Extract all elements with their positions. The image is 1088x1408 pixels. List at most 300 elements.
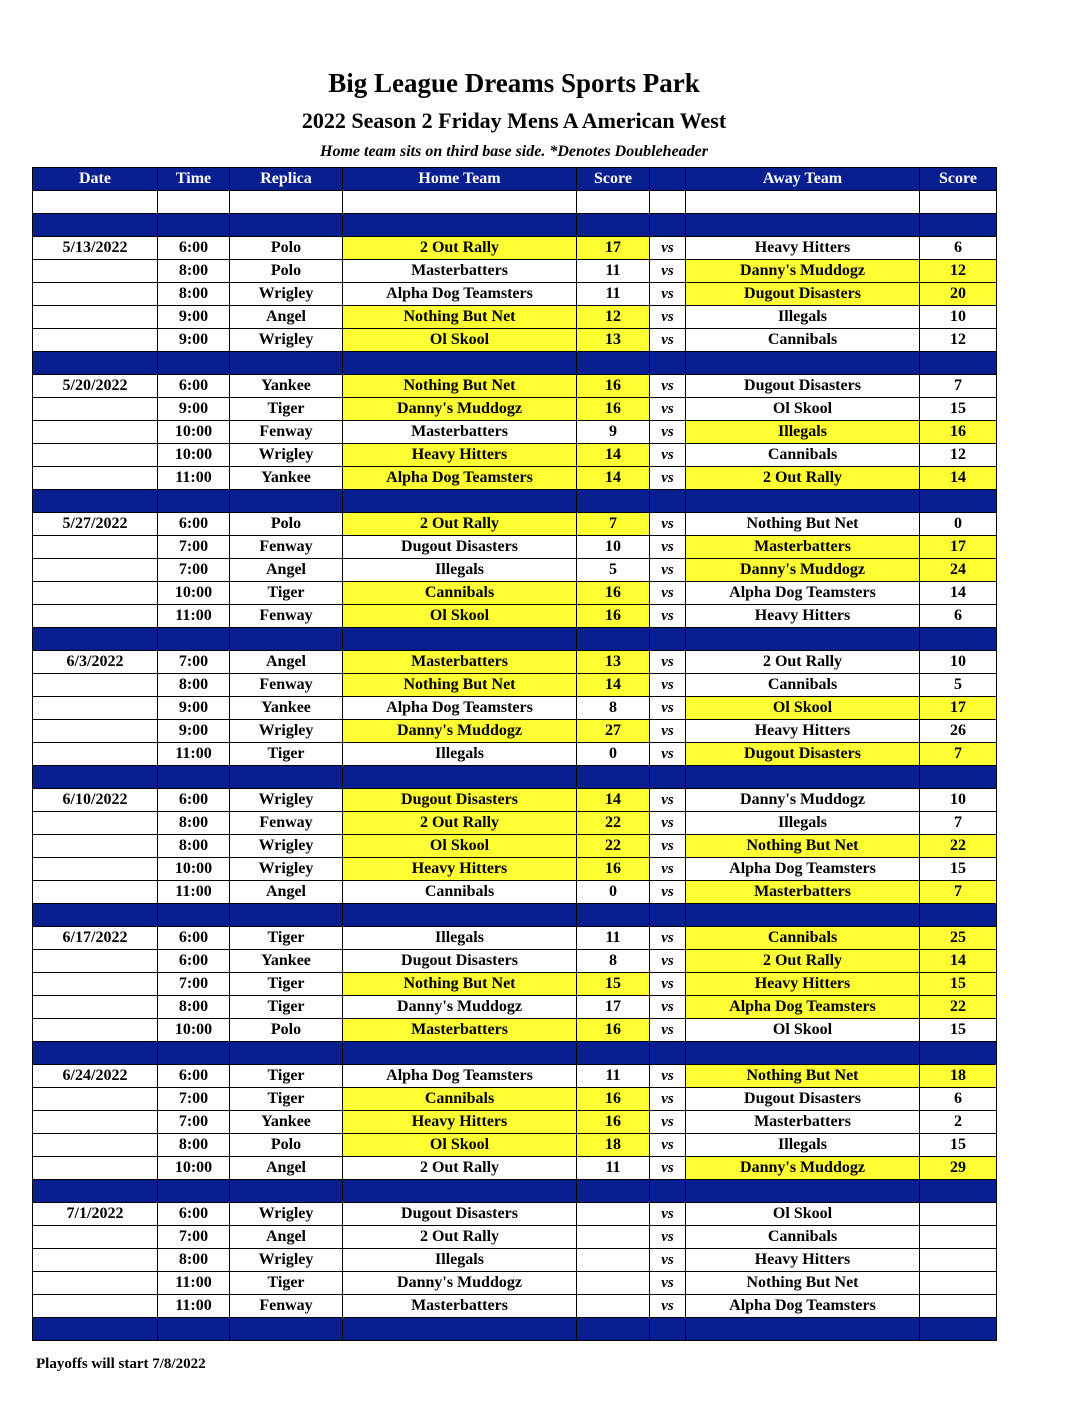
game-field: Fenway (230, 1295, 343, 1318)
vs-label: vs (650, 582, 686, 605)
vs-label: vs (650, 605, 686, 628)
home-score: 9 (577, 421, 650, 444)
game-field: Polo (230, 237, 343, 260)
away-team: Illegals (686, 812, 920, 835)
away-score: 15 (920, 973, 997, 996)
away-team: Ol Skool (686, 398, 920, 421)
blank-cell (920, 191, 997, 214)
game-date (33, 536, 158, 559)
game-field: Fenway (230, 674, 343, 697)
separator-cell (343, 490, 577, 513)
separator-cell (920, 1180, 997, 1203)
game-time: 7:00 (158, 536, 230, 559)
game-date (33, 1249, 158, 1272)
game-row (33, 835, 997, 858)
separator-cell (577, 904, 650, 927)
vs-label: vs (650, 674, 686, 697)
away-score: 14 (920, 950, 997, 973)
separator-cell (577, 628, 650, 651)
home-team: Heavy Hitters (343, 1111, 577, 1134)
game-field: Tiger (230, 743, 343, 766)
away-team: Heavy Hitters (686, 720, 920, 743)
away-team: Dugout Disasters (686, 743, 920, 766)
game-field: Tiger (230, 398, 343, 421)
away-score: 12 (920, 329, 997, 352)
game-time: 8:00 (158, 260, 230, 283)
game-field: Angel (230, 1157, 343, 1180)
separator-cell (343, 214, 577, 237)
home-score: 0 (577, 881, 650, 904)
game-field: Polo (230, 1134, 343, 1157)
away-score: 24 (920, 559, 997, 582)
away-team: Ol Skool (686, 1203, 920, 1226)
home-team: 2 Out Rally (343, 513, 577, 536)
vs-label: vs (650, 375, 686, 398)
separator-cell (158, 1318, 230, 1341)
game-date (33, 697, 158, 720)
week-separator (33, 1180, 997, 1203)
away-team: Heavy Hitters (686, 605, 920, 628)
game-row (33, 536, 997, 559)
away-team: Masterbatters (686, 1111, 920, 1134)
home-score: 8 (577, 950, 650, 973)
away-score: 0 (920, 513, 997, 536)
playoffs-note: Playoffs will start 7/8/2022 (36, 1356, 206, 1372)
home-team: Heavy Hitters (343, 444, 577, 467)
game-row (33, 674, 997, 697)
game-time: 6:00 (158, 513, 230, 536)
vs-label: vs (650, 835, 686, 858)
game-date (33, 812, 158, 835)
game-time: 10:00 (158, 444, 230, 467)
blank-cell (577, 191, 650, 214)
vs-label: vs (650, 536, 686, 559)
vs-label: vs (650, 1226, 686, 1249)
week-separator (33, 628, 997, 651)
game-row (33, 306, 997, 329)
vs-label: vs (650, 881, 686, 904)
away-team: Cannibals (686, 444, 920, 467)
game-date (33, 1134, 158, 1157)
away-score: 6 (920, 605, 997, 628)
away-score: 5 (920, 674, 997, 697)
away-score: 14 (920, 467, 997, 490)
away-team: Alpha Dog Teamsters (686, 858, 920, 881)
separator-cell (230, 628, 343, 651)
game-date: 7/1/2022 (33, 1203, 158, 1226)
game-time: 8:00 (158, 1134, 230, 1157)
vs-label: vs (650, 260, 686, 283)
away-team: Nothing But Net (686, 1065, 920, 1088)
home-team: 2 Out Rally (343, 812, 577, 835)
game-time: 9:00 (158, 329, 230, 352)
vs-label: vs (650, 1249, 686, 1272)
vs-label: vs (650, 1272, 686, 1295)
header-row (33, 168, 997, 191)
game-time: 6:00 (158, 789, 230, 812)
separator-cell (686, 214, 920, 237)
game-field: Wrigley (230, 835, 343, 858)
home-team: Danny's Muddogz (343, 996, 577, 1019)
separator-cell (230, 766, 343, 789)
home-score: 16 (577, 1019, 650, 1042)
away-team: Masterbatters (686, 881, 920, 904)
away-score: 7 (920, 743, 997, 766)
game-field: Wrigley (230, 1249, 343, 1272)
vs-label: vs (650, 1019, 686, 1042)
game-row (33, 720, 997, 743)
schedule-body (33, 191, 997, 1341)
separator-cell (650, 766, 686, 789)
game-field: Tiger (230, 1088, 343, 1111)
vs-label: vs (650, 1203, 686, 1226)
game-time: 8:00 (158, 996, 230, 1019)
game-field: Yankee (230, 697, 343, 720)
home-team: Masterbatters (343, 1295, 577, 1318)
home-score: 14 (577, 674, 650, 697)
game-time: 10:00 (158, 1157, 230, 1180)
vs-label: vs (650, 743, 686, 766)
home-team: Alpha Dog Teamsters (343, 467, 577, 490)
game-field: Fenway (230, 536, 343, 559)
game-row (33, 1249, 997, 1272)
week-separator (33, 490, 997, 513)
game-time: 11:00 (158, 743, 230, 766)
game-date (33, 329, 158, 352)
home-team: Cannibals (343, 582, 577, 605)
home-score: 11 (577, 1065, 650, 1088)
away-score: 6 (920, 1088, 997, 1111)
home-score: 16 (577, 398, 650, 421)
away-team: Danny's Muddogz (686, 789, 920, 812)
week-separator (33, 766, 997, 789)
away-team: Nothing But Net (686, 1272, 920, 1295)
separator-cell (33, 904, 158, 927)
game-date (33, 398, 158, 421)
game-row (33, 421, 997, 444)
game-time: 11:00 (158, 1295, 230, 1318)
home-score: 16 (577, 375, 650, 398)
separator-cell (920, 1042, 997, 1065)
game-date (33, 1226, 158, 1249)
game-time: 8:00 (158, 835, 230, 858)
separator-cell (920, 490, 997, 513)
game-row (33, 1088, 997, 1111)
separator-cell (33, 1318, 158, 1341)
separator-cell (343, 352, 577, 375)
away-team: Alpha Dog Teamsters (686, 996, 920, 1019)
vs-label: vs (650, 444, 686, 467)
game-field: Yankee (230, 1111, 343, 1134)
separator-cell (686, 904, 920, 927)
separator-cell (577, 214, 650, 237)
vs-label: vs (650, 950, 686, 973)
away-score (920, 1272, 997, 1295)
game-field: Wrigley (230, 1203, 343, 1226)
separator-cell (230, 1180, 343, 1203)
separator-cell (577, 1180, 650, 1203)
separator-cell (650, 628, 686, 651)
home-team: Dugout Disasters (343, 950, 577, 973)
away-score (920, 1226, 997, 1249)
away-team: Cannibals (686, 1226, 920, 1249)
column-header-away-team: Away Team (686, 168, 920, 191)
game-row (33, 283, 997, 306)
separator-cell (230, 1042, 343, 1065)
game-row (33, 582, 997, 605)
game-time: 9:00 (158, 398, 230, 421)
home-team: Masterbatters (343, 260, 577, 283)
game-date (33, 858, 158, 881)
vs-label: vs (650, 306, 686, 329)
home-score: 10 (577, 536, 650, 559)
column-header-date: Date (33, 168, 158, 191)
away-score: 17 (920, 697, 997, 720)
separator-cell (230, 904, 343, 927)
column-header-home-team: Home Team (343, 168, 577, 191)
game-field: Angel (230, 1226, 343, 1249)
week-separator (33, 214, 997, 237)
separator-cell (33, 214, 158, 237)
away-team: Dugout Disasters (686, 283, 920, 306)
game-field: Tiger (230, 973, 343, 996)
game-row (33, 237, 997, 260)
game-field: Wrigley (230, 720, 343, 743)
separator-cell (920, 352, 997, 375)
game-field: Tiger (230, 582, 343, 605)
blank-cell (343, 191, 577, 214)
vs-label: vs (650, 858, 686, 881)
home-team: Nothing But Net (343, 674, 577, 697)
separator-cell (33, 352, 158, 375)
vs-label: vs (650, 398, 686, 421)
vs-label: vs (650, 1065, 686, 1088)
game-time: 11:00 (158, 881, 230, 904)
game-date (33, 1157, 158, 1180)
game-field: Angel (230, 306, 343, 329)
separator-cell (158, 1042, 230, 1065)
game-time: 8:00 (158, 1249, 230, 1272)
game-row (33, 1272, 997, 1295)
away-score: 20 (920, 283, 997, 306)
game-date (33, 421, 158, 444)
game-row (33, 444, 997, 467)
game-row (33, 513, 997, 536)
away-team: Heavy Hitters (686, 237, 920, 260)
separator-cell (650, 1180, 686, 1203)
game-time: 6:00 (158, 1203, 230, 1226)
game-row (33, 559, 997, 582)
home-score: 14 (577, 444, 650, 467)
game-field: Angel (230, 559, 343, 582)
game-row (33, 375, 997, 398)
game-row (33, 789, 997, 812)
separator-cell (158, 904, 230, 927)
away-team: Danny's Muddogz (686, 559, 920, 582)
game-time: 6:00 (158, 950, 230, 973)
away-team: Danny's Muddogz (686, 260, 920, 283)
game-date (33, 973, 158, 996)
away-score: 7 (920, 812, 997, 835)
game-time: 10:00 (158, 858, 230, 881)
vs-label: vs (650, 720, 686, 743)
game-time: 7:00 (158, 973, 230, 996)
game-field: Tiger (230, 927, 343, 950)
separator-cell (577, 766, 650, 789)
separator-cell (158, 1180, 230, 1203)
home-team: Ol Skool (343, 605, 577, 628)
separator-cell (686, 490, 920, 513)
game-time: 8:00 (158, 283, 230, 306)
separator-cell (33, 1042, 158, 1065)
separator-cell (686, 1318, 920, 1341)
game-date (33, 1111, 158, 1134)
away-team: Cannibals (686, 927, 920, 950)
game-date (33, 1088, 158, 1111)
separator-cell (686, 1180, 920, 1203)
game-field: Angel (230, 651, 343, 674)
page-title: Big League Dreams Sports Park (328, 68, 700, 98)
home-score: 27 (577, 720, 650, 743)
home-team: Illegals (343, 1249, 577, 1272)
column-header-time: Time (158, 168, 230, 191)
game-row (33, 743, 997, 766)
separator-cell (650, 904, 686, 927)
game-field: Tiger (230, 996, 343, 1019)
game-row (33, 467, 997, 490)
away-score (920, 1295, 997, 1318)
game-field: Wrigley (230, 329, 343, 352)
away-score: 17 (920, 536, 997, 559)
game-date: 5/20/2022 (33, 375, 158, 398)
game-time: 8:00 (158, 674, 230, 697)
vs-label: vs (650, 1111, 686, 1134)
home-team: Illegals (343, 743, 577, 766)
home-score: 11 (577, 260, 650, 283)
separator-cell (230, 490, 343, 513)
away-team: 2 Out Rally (686, 651, 920, 674)
blank-cell (686, 191, 920, 214)
week-separator (33, 904, 997, 927)
game-field: Wrigley (230, 858, 343, 881)
home-team: Alpha Dog Teamsters (343, 697, 577, 720)
game-date: 6/24/2022 (33, 1065, 158, 1088)
week-separator (33, 1042, 997, 1065)
week-separator (33, 1318, 997, 1341)
game-time: 7:00 (158, 1111, 230, 1134)
vs-label: vs (650, 467, 686, 490)
game-field: Polo (230, 1019, 343, 1042)
game-field: Polo (230, 260, 343, 283)
away-team: Masterbatters (686, 536, 920, 559)
separator-cell (343, 766, 577, 789)
home-score: 11 (577, 283, 650, 306)
game-date (33, 835, 158, 858)
vs-label: vs (650, 789, 686, 812)
game-row (33, 1065, 997, 1088)
game-date (33, 1019, 158, 1042)
home-score (577, 1249, 650, 1272)
game-row (33, 812, 997, 835)
game-date (33, 444, 158, 467)
separator-cell (343, 628, 577, 651)
game-time: 9:00 (158, 306, 230, 329)
home-score (577, 1226, 650, 1249)
separator-cell (33, 628, 158, 651)
game-field: Angel (230, 881, 343, 904)
away-team: Heavy Hitters (686, 973, 920, 996)
separator-cell (33, 766, 158, 789)
away-team: Alpha Dog Teamsters (686, 1295, 920, 1318)
away-score: 14 (920, 582, 997, 605)
separator-cell (686, 352, 920, 375)
blank-cell (33, 191, 158, 214)
away-score (920, 1203, 997, 1226)
blank-cell (650, 191, 686, 214)
separator-cell (343, 1318, 577, 1341)
separator-cell (343, 1180, 577, 1203)
separator-cell (686, 628, 920, 651)
home-score: 0 (577, 743, 650, 766)
game-time: 10:00 (158, 1019, 230, 1042)
home-score: 8 (577, 697, 650, 720)
away-team: Illegals (686, 1134, 920, 1157)
game-date (33, 743, 158, 766)
vs-label: vs (650, 812, 686, 835)
game-date (33, 467, 158, 490)
separator-cell (158, 628, 230, 651)
vs-label: vs (650, 1295, 686, 1318)
game-field: Tiger (230, 1272, 343, 1295)
home-team: 2 Out Rally (343, 1226, 577, 1249)
vs-label: vs (650, 421, 686, 444)
game-row (33, 1157, 997, 1180)
game-time: 6:00 (158, 375, 230, 398)
game-time: 11:00 (158, 1272, 230, 1295)
game-time: 11:00 (158, 467, 230, 490)
home-score (577, 1295, 650, 1318)
column-header-replica: Replica (230, 168, 343, 191)
separator-cell (577, 352, 650, 375)
game-date (33, 306, 158, 329)
home-team: Nothing But Net (343, 375, 577, 398)
game-field: Fenway (230, 421, 343, 444)
game-field: Tiger (230, 1065, 343, 1088)
vs-label: vs (650, 697, 686, 720)
away-score: 22 (920, 835, 997, 858)
home-score: 13 (577, 329, 650, 352)
home-team: Dugout Disasters (343, 536, 577, 559)
game-date (33, 674, 158, 697)
game-field: Polo (230, 513, 343, 536)
game-row (33, 950, 997, 973)
away-team: Nothing But Net (686, 513, 920, 536)
game-row (33, 651, 997, 674)
home-team: Masterbatters (343, 651, 577, 674)
separator-cell (920, 766, 997, 789)
home-score: 16 (577, 582, 650, 605)
home-team: Alpha Dog Teamsters (343, 283, 577, 306)
away-team: 2 Out Rally (686, 467, 920, 490)
game-field: Yankee (230, 467, 343, 490)
away-score: 29 (920, 1157, 997, 1180)
game-row (33, 1019, 997, 1042)
game-row (33, 697, 997, 720)
away-score: 10 (920, 789, 997, 812)
game-date: 5/13/2022 (33, 237, 158, 260)
game-date (33, 1272, 158, 1295)
home-team: 2 Out Rally (343, 1157, 577, 1180)
